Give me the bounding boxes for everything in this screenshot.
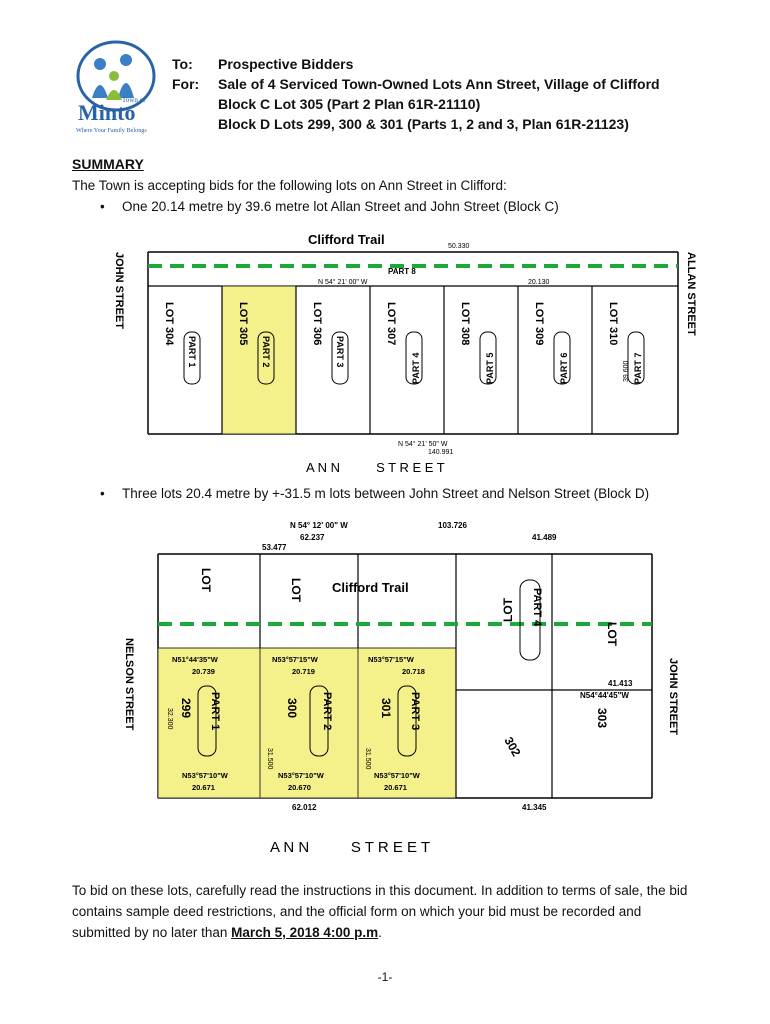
block-d-p2-bot-dim: 20.670 xyxy=(288,783,311,792)
block-d-dim-b: 53.477 xyxy=(262,543,287,552)
closing-period: . xyxy=(378,925,382,940)
block-d-dim-a: 62.237 xyxy=(300,533,325,542)
summary-heading: SUMMARY xyxy=(72,156,144,172)
block-d-p3-top-bearing: N53°57'15"W xyxy=(368,655,414,664)
block-c-lot-304: LOT 304 xyxy=(163,302,175,346)
to-label: To: xyxy=(172,56,193,72)
block-c-part-7: PART 7 xyxy=(633,352,643,384)
block-d-p2-top-bearing: N53°57'15"W xyxy=(272,655,318,664)
block-c-lot-width: 20.130 xyxy=(528,279,550,286)
block-c-survey-plan xyxy=(108,222,708,480)
block-c-lot-310: LOT 310 xyxy=(607,302,619,346)
block-d-lot-299: 299 xyxy=(179,698,193,719)
block-d-bearing-top: N 54° 12' 00" W xyxy=(290,521,348,530)
block-d-dim-c: 41.489 xyxy=(532,533,557,542)
closing-text: To bid on these lots, carefully read the instructions in this document. In addition to terms of sale, the bid contains sample deed restrictions, and the official form on which your bid must be recorded and submitted by no later than xyxy=(72,883,688,940)
block-d-p1-top-bearing: N51°44'35"W xyxy=(172,655,218,664)
block-d-lot-302: 302 xyxy=(501,734,524,759)
block-d-bearing-mid: N54°44'45"W xyxy=(580,691,629,700)
block-c-part-4: PART 4 xyxy=(411,352,421,384)
block-d-part-1: PART 1 xyxy=(209,692,221,731)
block-c-lot-307: LOT 307 xyxy=(385,302,397,346)
block-d-p2-bot-bearing: N53°57'10"W xyxy=(278,771,324,780)
bid-deadline: March 5, 2018 4:00 p.m xyxy=(231,925,379,940)
block-c-lot-depth: 39.600 xyxy=(623,360,630,382)
block-d-part-2: PART 2 xyxy=(321,692,333,731)
block-d-part-4: PART 4 xyxy=(531,588,543,627)
block-d-p1-bot-dim: 20.671 xyxy=(192,783,215,792)
block-d-lot-300: 300 xyxy=(285,698,299,719)
block-d-p1-bot-bearing: N53°57'10"W xyxy=(182,771,228,780)
block-d-lot-upper-3: LOT xyxy=(501,598,515,622)
for-line-1: Sale of 4 Serviced Town-Owned Lots Ann Street, Village of Clifford xyxy=(218,76,660,92)
block-c-lot-306: LOT 306 xyxy=(311,302,323,346)
block-d-john-street: JOHN STREET xyxy=(667,658,679,736)
block-d-depth-2: 31.500 xyxy=(266,748,273,770)
block-d-p2-top-dim: 20.719 xyxy=(292,667,315,676)
block-c-lot-309: LOT 309 xyxy=(533,302,545,346)
block-c-john-street: JOHN STREET xyxy=(113,252,125,330)
page-number: -1- xyxy=(377,970,393,984)
block-c-part-2: PART 2 xyxy=(261,336,271,368)
block-d-depth-1: 32.300 xyxy=(166,708,173,730)
for-line-3: Block D Lots 299, 300 & 301 (Parts 1, 2 and 3, Plan 61R-21123) xyxy=(218,116,629,132)
block-c-lot-308: LOT 308 xyxy=(459,302,471,346)
block-c-ann-street: A N N S T R E E T xyxy=(306,460,445,475)
block-c-bearing-top: N 54° 21' 00" W xyxy=(318,279,368,286)
logo-name: Minto xyxy=(78,100,136,125)
block-d-p1-top-dim: 20.739 xyxy=(192,667,215,676)
block-d-p3-bot-bearing: N53°57'10"W xyxy=(374,771,420,780)
block-d-ann-street: A N N S T R E E T xyxy=(270,839,431,856)
block-d-depth-3: 31.500 xyxy=(364,748,371,770)
for-line-2: Block C Lot 305 (Part 2 Plan 61R-21110) xyxy=(218,96,481,112)
block-c-part8: PART 8 xyxy=(388,267,416,276)
block-d-dim-top: 103.726 xyxy=(438,521,467,530)
bullet-block-c-text: One 20.14 metre by 39.6 metre lot Allan Street and John Street (Block C) xyxy=(122,199,559,214)
block-c-part-5: PART 5 xyxy=(485,352,495,384)
logo-tagline: Where Your Family Belongs xyxy=(76,127,147,134)
closing-paragraph xyxy=(72,880,702,943)
logo-town-of: Town of xyxy=(122,96,146,104)
block-c-lot-305: LOT 305 xyxy=(237,302,249,346)
block-d-lot-303: 303 xyxy=(595,708,609,729)
town-of-minto-logo xyxy=(70,38,162,136)
block-d-dim-bottom-left: 62.012 xyxy=(292,803,317,812)
summary-intro: The Town is accepting bids for the following lots on Ann Street in Clifford: xyxy=(72,178,507,193)
block-c-trail-label: Clifford Trail xyxy=(308,232,385,247)
block-d-lot-upper-4: LOT xyxy=(605,622,619,646)
block-d-dim-mid: 41.413 xyxy=(608,679,633,688)
block-d-survey-plan xyxy=(112,508,694,868)
bullet-block-c: • One 20.14 metre by 39.6 metre lot Allan Street and John Street (Block C) xyxy=(100,199,559,214)
block-d-lot-upper-1: LOT xyxy=(199,568,213,592)
block-d-lot-301: 301 xyxy=(379,698,393,719)
block-d-dim-bottom-right: 41.345 xyxy=(522,803,547,812)
memo-header xyxy=(172,54,660,134)
block-c-allan-street: ALLAN STREET xyxy=(685,252,697,336)
bullet-block-d-text: Three lots 20.4 metre by +-31.5 m lots between John Street and Nelson Street (Block D) xyxy=(122,486,650,501)
block-c-part-6: PART 6 xyxy=(559,352,569,384)
bullet-block-d: • Three lots 20.4 metre by +-31.5 m lots between John Street and Nelson Street (Block D) xyxy=(100,486,650,501)
block-d-part-3: PART 3 xyxy=(409,692,421,731)
block-c-bearing-bottom: N 54° 21' 50" W xyxy=(398,441,448,448)
block-c-part-3: PART 3 xyxy=(335,336,345,368)
block-d-p3-bot-dim: 20.671 xyxy=(384,783,407,792)
block-d-lot-upper-2: LOT xyxy=(289,578,303,602)
for-label: For: xyxy=(172,76,200,92)
block-d-p3-top-dim: 20.718 xyxy=(402,667,425,676)
to-value: Prospective Bidders xyxy=(218,56,354,72)
block-d-nelson-street: NELSON STREET xyxy=(123,638,135,731)
block-c-part-1: PART 1 xyxy=(187,336,197,368)
block-c-dim-top: 50.330 xyxy=(448,243,470,250)
block-c-dim-bottom: 140.991 xyxy=(428,449,454,456)
block-d-trail-label: Clifford Trail xyxy=(332,580,409,595)
